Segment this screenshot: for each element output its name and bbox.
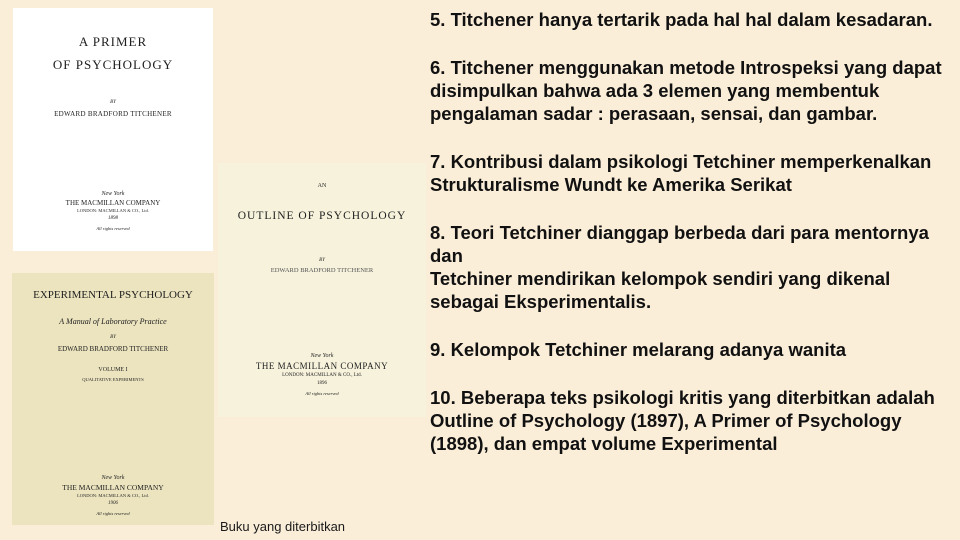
cover-publisher-sub: LONDON: MACMILLAN & CO., Ltd. xyxy=(77,208,149,213)
list-item: 8. Teori Tetchiner dianggap berbeda dari para mentornya dan Tetchiner mendirikan kelompok sendiri yang dikenal sebagai Eksperimentalis. xyxy=(430,222,929,312)
cover-subtitle: A Manual of Laboratory Practice xyxy=(59,317,167,326)
caption-published-books: Buku yang diterbitkan xyxy=(220,519,346,534)
cover-by: BY xyxy=(319,258,325,263)
list-item: 5. Titchener hanya tertarik pada hal hal dalam kesadaran. xyxy=(430,9,933,30)
primer-of-psychology-cover xyxy=(13,8,213,251)
cover-publisher-sub: LONDON: MACMILLAN & CO., Ltd. xyxy=(77,493,149,498)
cover-title: EXPERIMENTAL PSYCHOLOGY xyxy=(33,289,193,301)
cover-author: EDWARD BRADFORD TITCHENER xyxy=(270,267,374,274)
cover-volume: VOLUME I xyxy=(98,367,128,373)
cover-title: OF PSYCHOLOGY xyxy=(52,57,174,72)
cover-rights: All rights reserved xyxy=(96,511,130,516)
list-item: 9. Kelompok Tetchiner melarang adanya wanita xyxy=(430,339,847,360)
cover-year: 1906 xyxy=(108,501,118,506)
cover-title: A PRIMER xyxy=(78,34,148,49)
cover-author: EDWARD BRADFORD TITCHENER xyxy=(54,110,172,118)
cover-author: EDWARD BRADFORD TITCHENER xyxy=(57,345,169,353)
cover-title: OUTLINE OF PSYCHOLOGY xyxy=(237,210,407,222)
outline-of-psychology-cover xyxy=(218,163,426,417)
list-item: 7. Kontribusi dalam psikologi Tetchiner memperkenalkan Strukturalisme Wundt ke Amerika Serikat xyxy=(430,151,932,195)
points-list xyxy=(430,8,955,480)
cover-rights: All rights reserved xyxy=(305,391,339,396)
list-item: 6. Titchener menggunakan metode Introspeksi yang dapat disimpulkan bahwa ada 3 elemen yang membentuk pengalaman sadar : perasaan, sensai, dan gambar. xyxy=(430,57,942,124)
experimental-psychology-cover xyxy=(12,273,214,525)
cover-publisher-sub: LONDON: MACMILLAN & CO., Ltd. xyxy=(282,373,362,378)
cover-city: New York xyxy=(310,353,334,359)
cover-city: New York xyxy=(101,475,125,481)
cover-rights: All rights reserved xyxy=(96,226,130,231)
cover-year: 1896 xyxy=(317,381,327,386)
cover-publisher: THE MACMILLAN COMPANY xyxy=(62,483,164,492)
cover-volume-sub: QUALITATIVE EXPERIMENTS xyxy=(82,377,144,382)
cover-by: BY xyxy=(110,335,116,340)
cover-publisher: THE MACMILLAN COMPANY xyxy=(65,199,161,207)
cover-title-small: AN xyxy=(317,183,327,189)
cover-by: BY xyxy=(110,100,116,105)
cover-year: 1898 xyxy=(108,216,118,221)
cover-publisher: THE MACMILLAN COMPANY xyxy=(255,361,389,371)
cover-city: New York xyxy=(101,191,125,197)
list-item: 10. Beberapa teks psikologi kritis yang diterbitkan adalah Outline of Psychology (1897), A Primer of Psychology (1898), dan empat volume Experimental xyxy=(430,387,935,454)
